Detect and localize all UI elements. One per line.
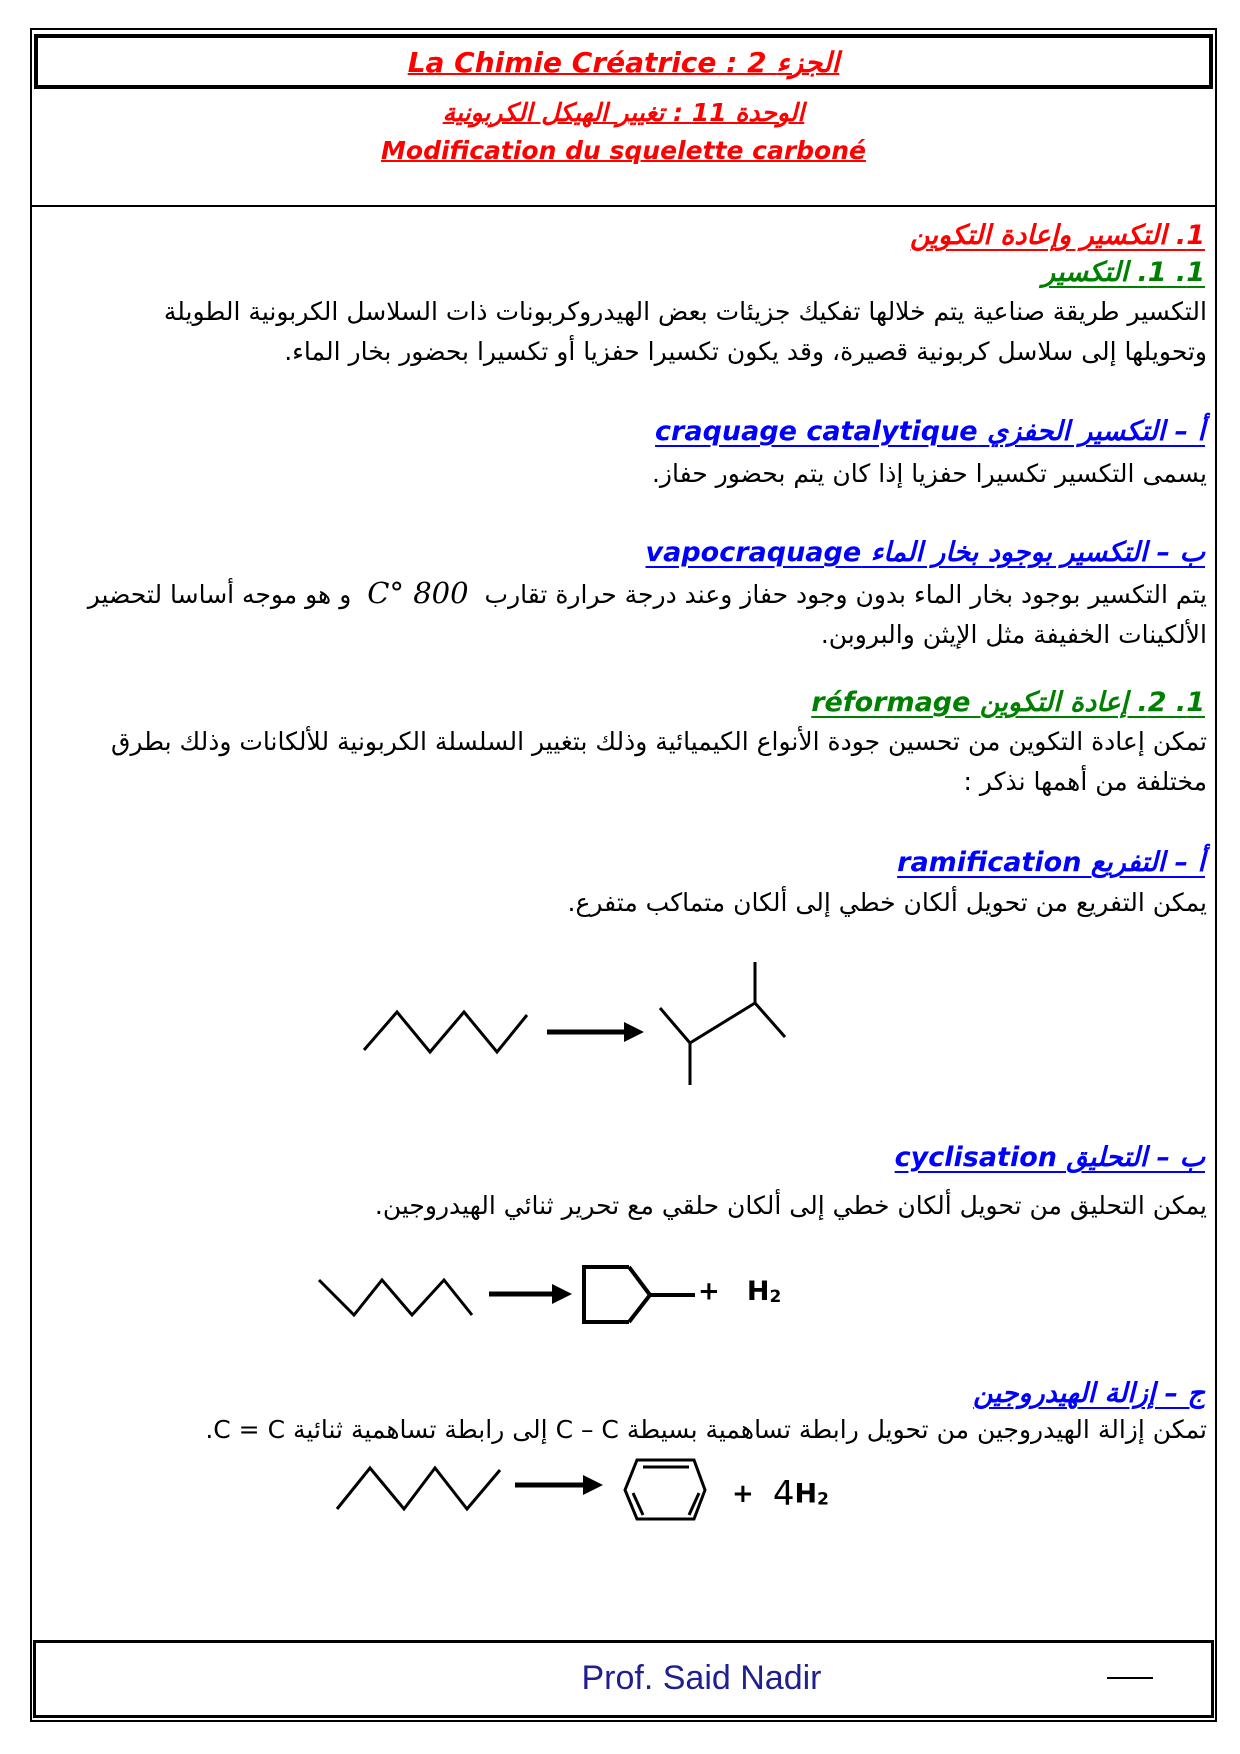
section-title-cracking-reforming: 1. التكسير وإعادة التكوين [909,220,1205,251]
catalytic-cracking-text: يسمى التكسير تكسيرا حفزيا إذا كان يتم بحضور حفاز. [651,459,1207,488]
subsection-title-cracking: 1. 1. التكسير [1042,257,1205,288]
unit-title: الوحدة 11 : تغيير الهيكل الكربونية [442,98,805,127]
heading-steam-cracking: ب – التكسير بوجود بخار الماء vapocraquage [645,537,1205,568]
ramification-text: يمكن التفريع من تحويل ألكان خطي إلى ألكان متماكب متفرع. [567,888,1207,917]
reaction-arrow-head [552,1284,572,1304]
branched-alkane-skeleton [660,962,785,1085]
cracking-paragraph-line2: وتحويلها إلى سلاسل كربونية قصيرة، وقد يكون تكسيرا حفزيا أو تكسيرا بحضور بخار الماء. [284,337,1207,366]
hydrogen-symbol: H [794,1478,818,1510]
catalytic-cracking-paragraph [40,454,1207,494]
cyclisation-text: يمكن التحليق من تحويل ألكان خطي إلى ألكان حلقي مع تحرير ثنائي الهيدروجين. [374,1191,1207,1220]
dehydrogenation-product-label [732,1474,829,1514]
linear-alkane-skeleton [337,1468,500,1509]
linear-alkane-skeleton [364,1012,527,1052]
part-title-box [34,34,1213,89]
steam-text-after-temp: و هو موجه أساسا لتحضير [87,580,352,609]
steam-cracking-line1 [40,573,1207,615]
temperature-value: 800 °C [367,576,469,610]
ramification-paragraph [40,883,1207,923]
reaction-arrow-head [583,1475,603,1495]
linear-alkane-skeleton [319,1280,472,1315]
benzene-ring [625,1460,705,1519]
document-page [30,28,1217,1722]
cracking-paragraph [40,292,1207,372]
cyclisation-product-label [698,1276,781,1307]
plus-sign: + [698,1276,720,1307]
heading-cyclisation: ب – التحليق cyclisation [894,1142,1205,1173]
hydrogen-coefficient: 4 [772,1474,795,1514]
hydrogen-subscript: 2 [769,1287,782,1307]
heading-ramification: أ – التفريع ramification [897,847,1205,878]
footer-box [33,1640,1214,1718]
reforming-line2: مختلفة من أهمها نذكر : [963,767,1207,796]
heading-dehydrogenation: ج – إزالة الهيدروجين [973,1378,1205,1409]
dehydrogenation-paragraph [40,1410,1207,1450]
subsection-title-reforming: 1. 2. إعادة التكوين réformage [811,687,1205,718]
subtitle-french: Modification du squelette carboné [381,136,866,165]
ramification-reaction-diagram [332,953,812,1103]
reaction-arrow-head [624,1022,644,1042]
author-name: Prof. Said Nadir [581,1659,822,1697]
dehydrogenation-text: تمكن إزالة الهيدروجين من تحويل رابطة تساهمية بسيطة C – C إلى رابطة تساهمية ثنائية C = C. [205,1415,1207,1444]
cyclopentane-ring [584,1267,695,1322]
cracking-paragraph-line1: التكسير طريقة صناعية يتم خلالها تفكيك جزيئات بعض الهيدروكربونات ذات السلاسل الكربونية الطويلة [163,297,1207,326]
reforming-line1: تمكن إعادة التكوين من تحسين جودة الأنواع الكيميائية وذلك بتغيير السلسلة الكربونية للألكانات وذلك بطرق [110,727,1207,756]
hydrogen-subscript: 2 [817,1489,829,1510]
steam-text-before-temp: يتم التكسير بوجود بخار الماء بدون وجود حفاز وعند درجة حرارة تقارب [484,580,1207,609]
hydrogen-symbol: H [746,1276,770,1307]
steam-cracking-paragraph [40,573,1207,655]
cyclisation-reaction-diagram [302,1255,702,1340]
part-title: La Chimie Créatrice : 2 الجزء [407,46,840,79]
steam-cracking-line2: الألكينات الخفيفة مثل الإيثن والبروبن. [820,620,1207,649]
plus-sign: + [732,1479,754,1509]
cyclisation-paragraph [40,1186,1207,1226]
reforming-paragraph [40,722,1207,802]
dehydrogenation-reaction-diagram [327,1450,717,1535]
header-divider [32,205,1215,207]
footer-dash-line [1107,1677,1153,1679]
heading-catalytic-cracking: أ – التكسير الحفزي craquage catalytique [655,416,1205,447]
